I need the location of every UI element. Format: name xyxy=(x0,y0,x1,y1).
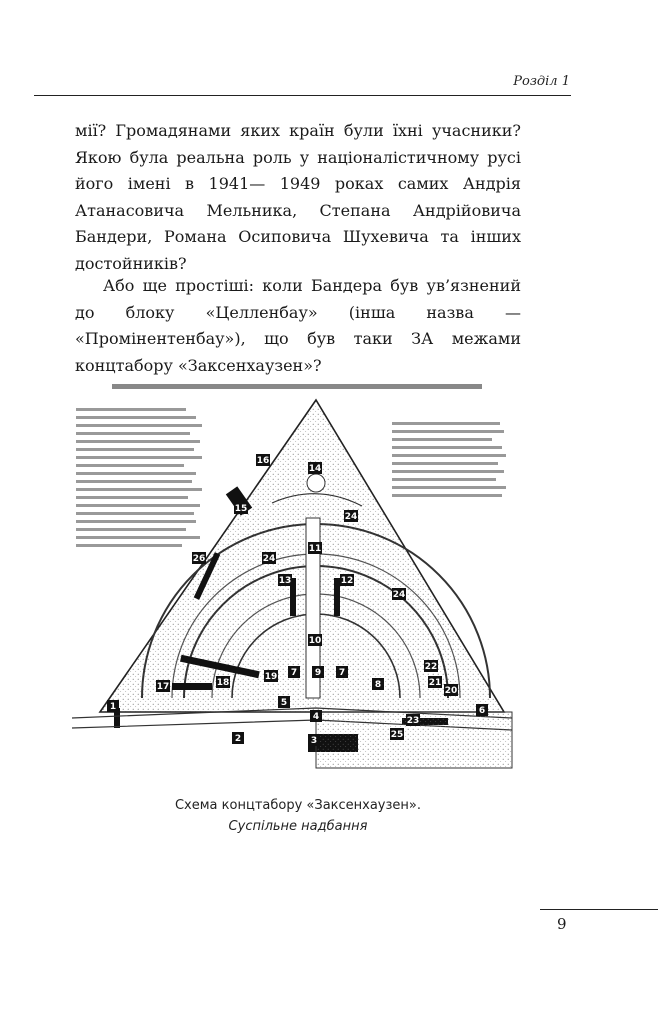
page-number: 9 xyxy=(557,915,567,933)
map-legend-right xyxy=(392,422,506,497)
camp-map-image xyxy=(72,378,524,774)
map-title-text-block xyxy=(112,384,482,389)
map-label: 17 xyxy=(156,682,170,692)
body-paragraph-1: мії? Громадянами яких країн були їхні учасники? Якою була реальна роль у націоналістичному русі його імені в 1941— 1949 роках самих Андрія Атанасовича Мельника, Степана Андрійовича Бандери, Романа Осиповича Шухевича та інших достойників? xyxy=(75,121,521,273)
map-label: 24 xyxy=(392,590,406,600)
map-label: 14 xyxy=(308,464,322,474)
body-paragraph-2: Або ще простіші: коли Бандера був ув’язнений до блоку «Целленбау» (інша назва — «Промінентенбау»), що був таки ЗА межами концтабору «Заксенхаузен»? xyxy=(75,276,521,375)
header-rule xyxy=(34,95,571,96)
map-label: 12 xyxy=(340,576,354,586)
map-label: 13 xyxy=(278,576,292,586)
map-label: 23 xyxy=(406,716,420,726)
map-label: 25 xyxy=(390,730,404,740)
map-label: 21 xyxy=(428,678,442,688)
map-label: 7 xyxy=(290,668,298,678)
map-label: 24 xyxy=(344,512,358,522)
map-label: 10 xyxy=(308,636,322,646)
figure-credit: Суспільне надбання xyxy=(228,819,368,834)
map-label: 24 xyxy=(262,554,276,564)
map-label: 7 xyxy=(338,668,346,678)
map-label: 4 xyxy=(312,712,320,722)
map-label: 15 xyxy=(234,504,248,514)
figure-caption: Схема концтабору «Заксенхаузен». xyxy=(174,798,422,813)
map-label: 11 xyxy=(308,544,322,554)
map-label: 6 xyxy=(478,706,486,716)
map-label: 2 xyxy=(234,734,242,744)
map-label: 5 xyxy=(280,698,288,708)
map-label: 16 xyxy=(256,456,270,466)
map-label: 26 xyxy=(192,554,206,564)
map-label: 20 xyxy=(444,686,458,696)
map-label: 9 xyxy=(314,668,322,678)
camp-map-figure xyxy=(72,378,524,774)
map-legend-left xyxy=(76,408,202,547)
map-label: 1 xyxy=(109,702,117,712)
map-label: 8 xyxy=(374,680,382,690)
running-head: Розділ 1 xyxy=(513,74,570,89)
footer-rule xyxy=(540,909,658,910)
map-label: 22 xyxy=(424,662,438,672)
map-label: 19 xyxy=(264,672,278,682)
map-label: 18 xyxy=(216,678,230,688)
map-label: 3 xyxy=(310,736,318,746)
